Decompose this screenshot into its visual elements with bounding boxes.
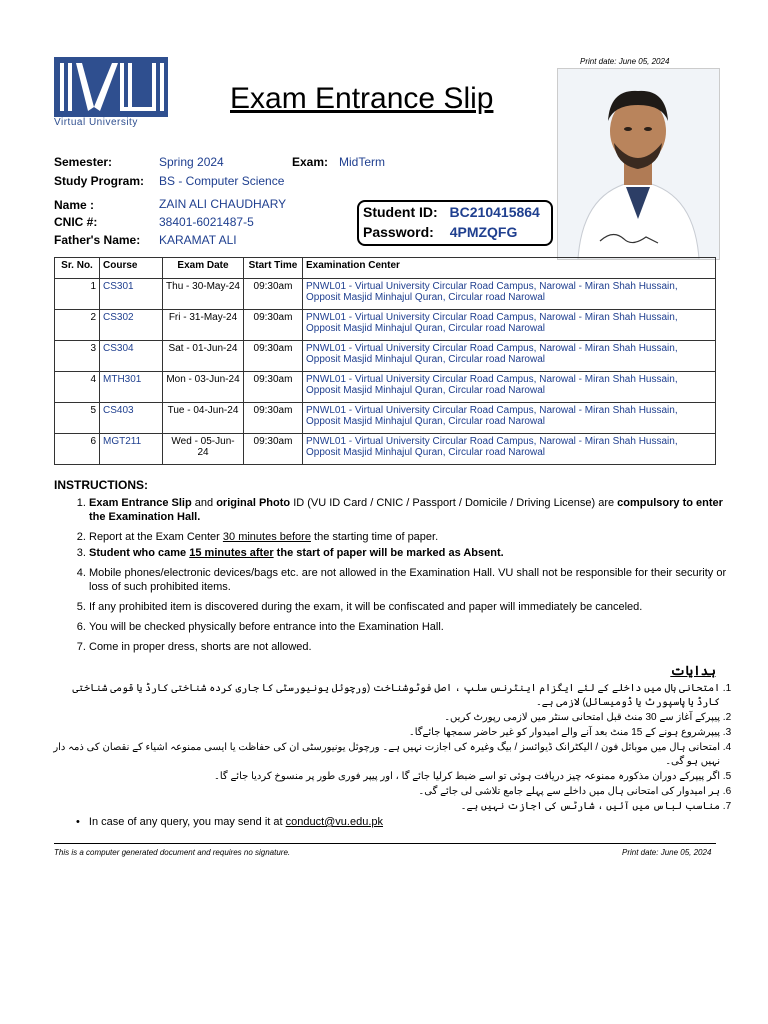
program-value: BS - Computer Science (159, 174, 285, 188)
instruction-item: 4. Mobile phones/electronic devices/bags etc. are not allowed in the Examination Hall. VU shall not be responsible for their security or loss of such prohibited items. (89, 566, 739, 594)
table-header-row (55, 258, 716, 279)
date-cell: Mon - 03-Jun-24 (163, 372, 244, 403)
instructions-list (70, 496, 739, 660)
urdu-instructions-list (50, 682, 738, 815)
course-cell: CS301 (100, 279, 163, 310)
date-cell: Fri - 31-May-24 (163, 310, 244, 341)
semester-value: Spring 2024 (159, 155, 224, 169)
instruction-underline: 30 minutes before (222, 531, 311, 543)
col-header-time: Start Time (244, 258, 303, 279)
center-cell: PNWL01 - Virtual University Circular Road Campus, Narowal - Miran Shah Hussain, Opposit Masjid Minhajul Quran, Circular road Narowal (303, 403, 716, 434)
semester-label: Semester: (54, 155, 113, 169)
urdu-instruction-item: 5. اگر پیپرکے دوران مذکورہ ممنوعہ چیز دریافت ہوئی تو اسے ضبط کرلیا جائے گا ، اور پیپر فوری طور پر منسوخ کردیا جائے گا۔ (50, 770, 720, 784)
instruction-bold: Exam Entrance Slip (89, 497, 192, 509)
bullet-icon: • (76, 816, 80, 828)
instruction-bold: compulsory to enter the Examination Hall. (89, 497, 723, 523)
center-cell: PNWL01 - Virtual University Circular Road Campus, Narowal - Miran Shah Hussain, Opposit Masjid Minhajul Quran, Circular road Narowal (303, 372, 716, 403)
print-date-top: Print date: June 05, 2024 (580, 57, 670, 66)
instructions-heading: INSTRUCTIONS: (54, 478, 148, 492)
query-note (76, 816, 383, 828)
urdu-instruction-item: 4. امتحانی ہال میں موبائل فون / الیکٹرانک ڈیوائسز / بیگ وغیرہ کی اجازت نہیں ہے۔ ورچوئل یونیورسٹی ان کی حفاظت یا ایسی ممنوعہ اشیاء کے نقصان کی ذمہ دار نہیں ہو گی۔ (50, 741, 720, 769)
cnic-label: CNIC #: (54, 215, 98, 229)
program-label: Study Program: (54, 174, 145, 188)
time-cell: 09:30am (244, 434, 303, 465)
student-photo (557, 68, 720, 260)
sr-cell: 6 (55, 434, 100, 465)
contact-email-link[interactable]: conduct@vu.edu.pk (285, 816, 384, 828)
instruction-bold: Student who came (89, 547, 190, 559)
instruction-item (89, 530, 739, 544)
center-cell: PNWL01 - Virtual University Circular Road Campus, Narowal - Miran Shah Hussain, Opposit Masjid Minhajul Quran, Circular road Narowal (303, 341, 716, 372)
time-cell: 09:30am (244, 279, 303, 310)
logo-caption: Virtual University (54, 117, 138, 128)
table-row (55, 372, 716, 403)
instruction-item (89, 496, 739, 524)
instruction-text: and (191, 497, 217, 509)
date-cell: Sat - 01-Jun-24 (163, 341, 244, 372)
exam-label: Exam: (292, 155, 329, 169)
exam-value: MidTerm (339, 155, 386, 169)
col-header-course: Course (100, 258, 163, 279)
time-cell: 09:30am (244, 310, 303, 341)
query-text: In case of any query, you may send it at (88, 816, 286, 828)
footer-print-date: Print date: June 05, 2024 (622, 848, 712, 857)
urdu-instruction-item: 7. مناسب لباس میں آئیں ، شارٹس کی اجازت نہیں ہے۔ (50, 800, 720, 814)
table-row (55, 341, 716, 372)
instruction-underline: 15 minutes after (189, 547, 274, 559)
name-value: ZAIN ALI CHAUDHARY (159, 197, 287, 211)
password-value: 4PMZQFG (449, 224, 518, 240)
instruction-text: the starting time of paper. (310, 531, 439, 543)
course-cell: CS304 (100, 341, 163, 372)
col-header-sr: Sr. No. (55, 258, 100, 279)
urdu-instructions-heading: ہدایات (670, 663, 716, 678)
table-row (55, 434, 716, 465)
urdu-instruction-item: 3. پیپرشروع ہونے کے 15 منٹ بعد آنے والے امیدوار کو غیر حاضر سمجھا جائےگا۔ (50, 726, 720, 740)
instruction-bold: original Photo (216, 497, 291, 509)
urdu-instruction-item: 6. ہر امیدوار کی امتحانی ہال میں داخلے سے پہلے جامع تلاشی لی جائے گی۔ (50, 785, 720, 799)
time-cell: 09:30am (244, 372, 303, 403)
instruction-item: 6. You will be checked physically before entrance into the Examination Hall. (89, 620, 739, 634)
student-id-value: BC210415864 (449, 204, 540, 220)
center-cell: PNWL01 - Virtual University Circular Road Campus, Narowal - Miran Shah Hussain, Opposit Masjid Minhajul Quran, Circular road Narowal (303, 434, 716, 465)
course-cell: CS403 (100, 403, 163, 434)
sr-cell: 4 (55, 372, 100, 403)
cnic-value: 38401-6021487-5 (159, 215, 254, 229)
father-label: Father's Name: (54, 233, 141, 247)
course-cell: CS302 (100, 310, 163, 341)
urdu-instruction-item: 2. پیپرکے آغاز سے 30 منٹ قبل امتحانی سنٹر میں لازمی رپورٹ کریں۔ (50, 711, 720, 725)
col-header-date: Exam Date (163, 258, 244, 279)
instruction-text: Report at the Exam Center (89, 531, 223, 543)
footer-divider (54, 843, 716, 844)
instruction-item (89, 546, 739, 560)
table-row (55, 310, 716, 341)
date-cell: Tue - 04-Jun-24 (163, 403, 244, 434)
table-row (55, 403, 716, 434)
center-cell: PNWL01 - Virtual University Circular Road Campus, Narowal - Miran Shah Hussain, Opposit Masjid Minhajul Quran, Circular road Narowal (303, 279, 716, 310)
course-cell: MTH301 (100, 372, 163, 403)
page-title: Exam Entrance Slip (230, 82, 494, 115)
col-header-center: Examination Center (303, 258, 716, 279)
urdu-instruction-item: 1. امتحانی ہال میں داخلے کے لئے ایگزام اینٹرنس سلپ ، اصل فوٹوشناخت (ورچوئل یونیورسٹی کا جاری کردہ شناختی کارڈ یا قومی شناختی کارڈ یا پاسپورٹ یا ڈومیسائل) لازمی ہے۔ (50, 682, 720, 710)
name-label: Name : (54, 198, 95, 212)
center-cell: PNWL01 - Virtual University Circular Road Campus, Narowal - Miran Shah Hussain, Opposit Masjid Minhajul Quran, Circular road Narowal (303, 310, 716, 341)
instruction-item: 5. If any prohibited item is discovered during the exam, it will be confiscated and paper will immediately be canceled. (89, 600, 739, 614)
instruction-text: ID (VU ID Card / CNIC / Passport / Domicile / Driving License) are (290, 497, 618, 509)
vu-logo (54, 57, 170, 129)
father-value: KARAMAT ALI (159, 233, 237, 247)
student-id-label: Student ID: (363, 204, 438, 220)
password-label: Password: (363, 224, 434, 240)
sr-cell: 5 (55, 403, 100, 434)
sr-cell: 3 (55, 341, 100, 372)
exam-schedule-table (54, 257, 716, 465)
credentials-box (357, 200, 553, 246)
date-cell: Thu - 30-May-24 (163, 279, 244, 310)
time-cell: 09:30am (244, 403, 303, 434)
table-row (55, 279, 716, 310)
time-cell: 09:30am (244, 341, 303, 372)
course-cell: MGT211 (100, 434, 163, 465)
sr-cell: 1 (55, 279, 100, 310)
sr-cell: 2 (55, 310, 100, 341)
instruction-bold: the start of paper will be marked as Absent. (273, 547, 504, 559)
date-cell: Wed - 05-Jun-24 (163, 434, 244, 465)
footer-disclaimer: This is a computer generated document and requires no signature. (54, 848, 291, 857)
vu-logo-mark (54, 57, 168, 117)
instruction-item: 7. Come in proper dress, shorts are not allowed. (89, 640, 739, 654)
